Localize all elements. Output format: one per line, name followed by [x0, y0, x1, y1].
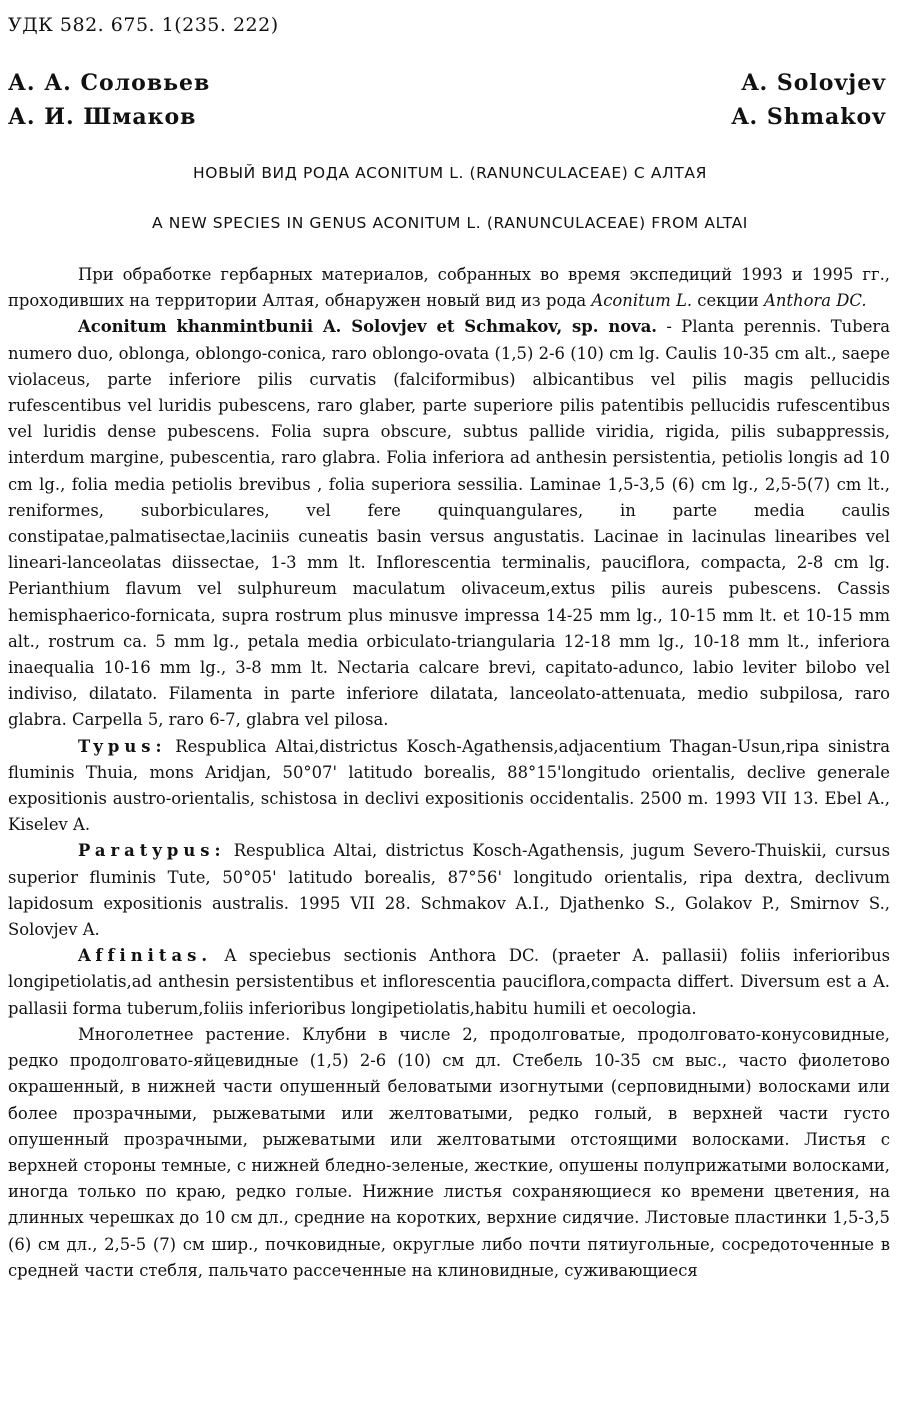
paratypus-label: Paratypus: — [78, 841, 226, 861]
intro-genus: Aconitum L. — [591, 291, 693, 311]
author-ru-2: А. И. Шмаков — [8, 104, 197, 130]
typus-paragraph — [8, 734, 890, 839]
paratypus-text: Respublica Altai, districtus Kosch-Agathensis, jugum Severo-Thuiskii, cursus superior fluminis Tute, 50°05' latitudo borealis, 87°56' longitudo orientalis, ripa dextra, declivum lapidosum expositionis australis. 1995 VII 28. Schmakov A.I., Djathenko S., Golakov P., Smirnov S., Solovjev A. — [8, 841, 890, 940]
author-ru-1: А. А. Соловьев — [8, 70, 211, 96]
typus-label: Typus: — [78, 736, 167, 756]
author-row-2 — [8, 104, 886, 138]
affinitas-text: A speciebus sectionis Anthora DC. (praeter A. pallasii) foliis inferioribus longipetiolatis,ad anthesin persistentibus et inflorescentia pauciflora,compacta differt. Diversum est a A. pallasii forma tuberum,foliis inferioribus longipetiolatis,habitu humili et oecologia. — [8, 946, 890, 1018]
author-row-1 — [8, 70, 886, 104]
author-en-2: A. Shmakov — [731, 104, 886, 130]
intro-paragraph — [8, 262, 890, 314]
typus-text: Respublica Altai,districtus Kosch-Agathensis,adjacentium Thagan-Usun,ripa sinistra fluminis Thuia, mons Aridjan, 50°07' latitudo borealis, 88°15'longitudo orientalis, declive generale expositionis austro-orientalis, schistosa in declivi expositionis occidentalis. 2500 m. 1993 VII 13. Ebel A., Kiselev A. — [8, 736, 890, 835]
title-russian: НОВЫЙ ВИД РОДА ACONITUM L. (RANUNCULACEAE) С АЛТАЯ — [193, 164, 707, 182]
diagnosis-text: - Planta perennis. Tubera numero duo, oblonga, oblongo-conica, raro oblongo-ovata (1,5) 2-6 (10) cm lg. Caulis 10-35 cm alt., saepe violaceus, parte inferiore pilis curvatis (falciformibus) albicantibus vel pilis magis pellucidis rufescentibus vel luridis pubescens, raro glaber, parte superiore pilis patentibis pellucidis rufescentibus vel luridis dense pubescens. Folia supra obscure, subtus pallide viridia, rigida, pilis subappressis, interdum margine, pubescentia, raro glabra. Folia inferiora ad anthesin persistentia, petiolis longis ad 10 cm lg., folia media petiolis brevibus , folia superiora sessilia. Laminae 1,5-3,5 (6) cm lg., 2,5-5(7) cm lt., reniformes, suborbiculares, vel fere quinquangulares, in parte media caulis constipatae,palmatisectae,laciniis cuneatis basin versus angustatis. Lacinae in lacinulas linearibes vel lineari-lanceolatas diissectae, 1-3 mm lt. Inflorescentia terminalis, pauciflora, compacta, 2-8 cm lg. Perianthium flavum vel sulphureum maculatum olivaceum,extus pilis aureis pubescens. Cassis hemisphaerico-fornicata, supra rostrum plus minusve impressa 14-25 mm lg., 10-15 mm lt. et 10-15 mm alt., rostrum ca. 5 mm lg., petala media orbiculato-triangularia 12-18 mm lg., 10-18 mm lt., inferiora inaequalia 10-16 mm lg., 3-8 mm lt. Nectaria calcare brevi, capitato-adunco, labio leviter bilobo vel indiviso, dilatato. Filamenta in parte inferiore dilatata, lanceolato-attenuata, medio subpilosa, raro glabra. Carpella 5, raro 6-7, glabra vel pilosa. — [8, 317, 891, 730]
author-en-1: A. Solovjev — [741, 70, 886, 96]
species-name: Aconitum khanmintbunii A. Solovjev et Schmakov, sp. nova. — [78, 317, 658, 337]
intro-section: Anthora DC. — [764, 291, 867, 311]
affinitas-label: Affinitas. — [78, 946, 213, 966]
paratypus-paragraph — [8, 838, 890, 943]
title-english: A NEW SPECIES IN GENUS ACONITUM L. (RANUNCULACEAE) FROM ALTAI — [152, 214, 748, 232]
article-body — [8, 262, 890, 1284]
affinitas-paragraph — [8, 943, 890, 1022]
intro-text: При обработке гербарных материалов, собранных во время экспедиций 1993 и 1995 гг., проходивших на территории Алтая, обнаружен новый вид из рода — [8, 265, 890, 311]
russian-description-paragraph: Многолетнее растение. Клубни в числе 2, продолговатые, продолговато-конусовидные, редко продолговато-яйцевидные (1,5) 2-6 (10) см дл. Стебель 10-35 см выс., часто фиолетово окрашенный, в нижней части опушенный беловатыми изогнутыми (серповидными) волосками или более прозрачными, рыжеватыми или желтоватыми, редко голый, в верхней части густо опушенный прозрачными, рыжеватыми или желтоватыми отстоящими волосками. Листья с верхней стороны темные, с нижней бледно-зеленые, жесткие, опушены полуприжатыми волосками, иногда только по краю, редко голые. Нижние листья сохраняющиеся ко времени цветения, на длинных черешках до 10 см дл., средние на коротких, верхние сидячие. Листовые пластинки 1,5-3,5 (6) см дл., 2,5-5 (7) см шир., почковидные, округлые либо почти пятиугольные, сосредоточенные в средней части стебля, пальчато рассеченные на клиновидные, суживающиеся — [8, 1024, 890, 1280]
authors-block — [8, 70, 886, 138]
intro-mid: секции — [692, 291, 765, 311]
udk-code: УДК 582. 675. 1(235. 222) — [8, 14, 279, 36]
diagnosis-paragraph — [8, 314, 890, 733]
